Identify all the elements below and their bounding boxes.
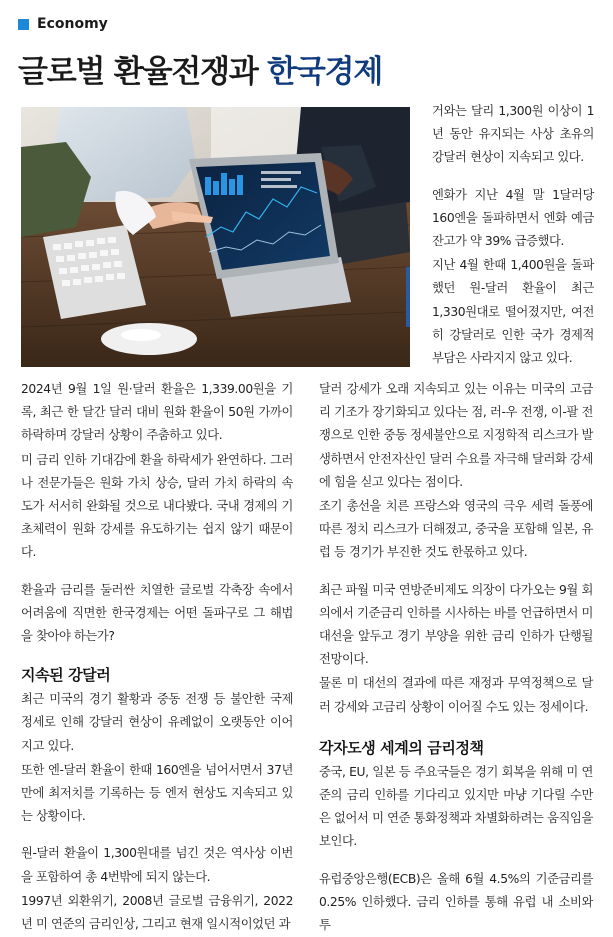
section-heading-strong-dollar: 지속된 강달러: [21, 666, 111, 685]
left-paragraph-5: 또한 엔-달러 환율이 한때 160엔을 넘어서면서 37년 만에 최저치를 기록하는 등 엔저 현상도 지속되고 있는 상황이다.: [21, 762, 293, 824]
left-column: [21, 378, 293, 936]
left-paragraph-6: 원-달러 환율이 1,300원대를 넘긴 것은 역사상 이번을 포함하여 총 4번밖에 되지 않는다.: [21, 846, 293, 884]
tablet-financial-chart-photo-icon: [21, 107, 410, 367]
section-label: Economy: [37, 16, 108, 32]
right-paragraph-3: 최근 파월 미국 연방준비제도 의장이 다가오는 9월 회의에서 기준금리 인하를 시사하는 바를 언급하면서 미 대선을 앞두고 경기 부양을 위한 금리 인하가 단행될 전망이다.: [319, 582, 593, 667]
section-square-icon: [18, 19, 29, 30]
right-paragraph-5: 중국, EU, 일본 등 주요국들은 경기 회복을 위해 미 연준의 금리 인하를 기다리고 있지만 마냥 기다릴 수만은 없어서 미 연준 통화정책과 차별화하려는 움직임을 보인다.: [319, 764, 593, 849]
left-paragraph-3: 환율과 금리를 둘러싼 치열한 글로벌 각축장 속에서 어려움에 직면한 한국경제는 어떤 돌파구로 그 해법을 찾아야 하는가?: [21, 582, 293, 644]
right-paragraph-2: 조기 총선을 치른 프랑스와 영국의 극우 세력 돌풍에 따른 정치 리스크가 더해졌고, 중국을 포함해 일본, 유럽 등 경기가 부진한 것도 한몫하고 있다.: [319, 499, 593, 560]
left-paragraph-4: 최근 미국의 경기 활황과 중동 전쟁 등 불안한 국제 정세로 인해 강달러 현상이 유례없이 오랫동안 이어지고 있다.: [21, 692, 293, 753]
headline-plain: 글로벌 환율전쟁과: [18, 54, 268, 90]
hero-image: [21, 107, 410, 367]
right-column: [319, 378, 593, 937]
section-tag: [18, 16, 108, 32]
side-paragraph-1: 거와는 달리 1,300원 이상이 1년 동안 유지되는 사상 초유의 강달러 현상이 지속되고 있다.: [432, 104, 594, 165]
left-paragraph-2: 미 금리 인하 기대감에 환율 하락세가 완연하다. 그러나 전문가들은 원화 가치 상승, 달러 가치 하락의 속도가 서서히 완화될 것으로 내다봤다. 국내 경제의 기초체력이 원화 강세를 유도하기는 쉽지 않기 때문이다.: [21, 452, 293, 560]
article-headline: [18, 46, 382, 91]
headline-accent: 한국경제: [267, 54, 383, 90]
side-paragraph-2: 엔화가 지난 4월 말 1달러당 160엔을 돌파하면서 엔화 예금 잔고가 약 39% 급증했다.: [432, 187, 594, 249]
right-paragraph-6: 유럽중앙은행(ECB)은 올해 6월 4.5%의 기준금리를 0.25% 인하했다. 금리 인하를 통해 유럽 내 소비와 투: [319, 871, 593, 933]
side-column: [432, 100, 594, 370]
section-heading-rate-policy: 각자도생 세계의 금리정책: [319, 738, 484, 757]
left-paragraph-7: 1997년 외환위기, 2008년 글로벌 금융위기, 2022년 미 연준의 금리인상, 그리고 현재 일시적이었던 과: [21, 893, 293, 932]
left-paragraph-1: 2024년 9월 1일 원·달러 환율은 1,339.00원을 기록, 최근 한 달간 달러 대비 원화 환율이 50원 가까이 하락하며 강달러 상황이 주춤하고 있다.: [21, 382, 293, 443]
right-paragraph-4: 물론 미 대선의 결과에 따른 재정과 무역정책으로 달러 강세와 고금리 상황이 이어질 수도 있는 정세이다.: [319, 676, 593, 714]
right-paragraph-1: 달러 강세가 오래 지속되고 있는 이유는 미국의 고금리 기조가 장기화되고 있다는 점, 러-우 전쟁, 이-팔 전쟁으로 인한 중동 정세불안으로 지정학적 리스크가 발생하면서 안전자산인 달러 수요를 자극해 달러화 강세에 힘을 싣고 있다는 점이다.: [319, 382, 593, 489]
side-paragraph-3: 지난 4월 한때 1,400원을 돌파했던 원-달러 환율이 최근 1,330원대로 떨어졌지만, 여전히 강달러로 인한 국가 경제적 부담은 사라지지 않고 있다.: [432, 258, 594, 366]
